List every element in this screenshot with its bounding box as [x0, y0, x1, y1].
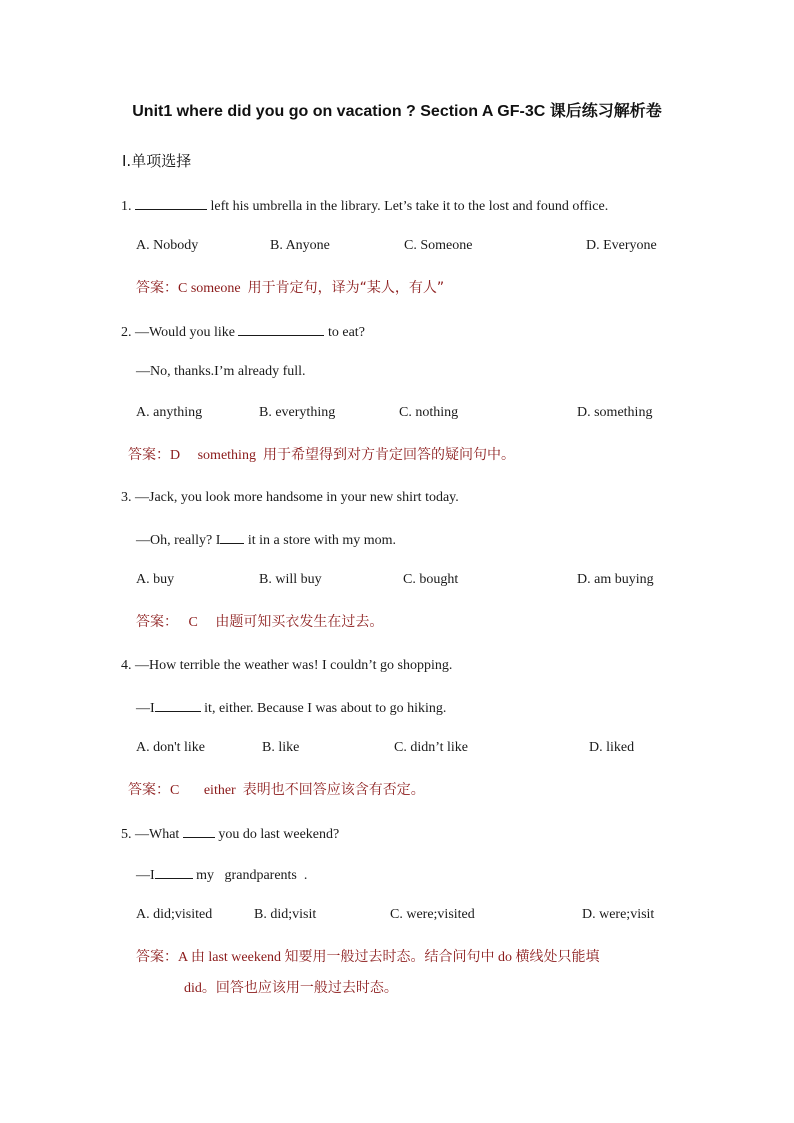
answer-blank: [238, 321, 324, 336]
question-1-stem: 1. left his umbrella in the library. Let’s take it to the lost and found office.: [121, 195, 608, 217]
question-3-answer: 答案： C 由题可知买衣发生在过去。: [136, 614, 384, 630]
question-4-option-c: C. didn’t like: [394, 740, 469, 755]
question-4-option-b: B. like: [262, 740, 300, 755]
question-1-option-a: A. Nobody: [136, 238, 199, 253]
question-2-option-d: D. something: [577, 405, 653, 420]
question-1-option-c: C. Someone: [404, 238, 473, 253]
question-3-stem: 3. —Jack, you look more handsome in your new shirt today.: [121, 490, 459, 505]
question-2-option-a: A. anything: [136, 405, 203, 420]
question-3-option-d: D. am buying: [577, 572, 654, 587]
question-2-reply: —No, thanks.I’m already full.: [136, 364, 306, 379]
question-3-option-b: B. will buy: [259, 572, 322, 587]
question-4-option-a: A. don't like: [136, 740, 206, 755]
answer-blank: [155, 697, 201, 712]
question-5-reply: —I my grandparents .: [136, 864, 307, 886]
answer-blank: [135, 195, 207, 210]
question-2-option-c: C. nothing: [399, 405, 459, 420]
question-5-stem: 5. —What you do last weekend?: [121, 823, 339, 845]
question-2-answer: 答案：D something 用于希望得到对方肯定回答的疑问句中。: [128, 447, 515, 463]
question-5-option-a: A. did;visited: [136, 907, 213, 922]
page-title: Unit1 where did you go on vacation ? Section A GF-3C 课后练习解析卷: [132, 103, 662, 120]
question-4-answer: 答案：C either 表明也不回答应该含有否定。: [128, 782, 425, 798]
question-5-option-c: C. were;visited: [390, 907, 475, 922]
question-5-option-d: D. were;visit: [582, 907, 655, 922]
question-5-option-b: B. did;visit: [254, 907, 317, 922]
question-3-option-a: A. buy: [136, 572, 175, 587]
question-5-answer-line-1: 答案：A 由 last weekend 知要用一般过去时态。结合问句中 do 横线处只能填: [136, 949, 600, 965]
question-4-reply: —I it, either. Because I was about to go hiking.: [136, 697, 446, 719]
question-1-answer: 答案：C someone 用于肯定句，译为“某人，有人”: [136, 280, 445, 296]
question-3-option-c: C. bought: [403, 572, 459, 587]
question-1-option-b: B. Anyone: [270, 238, 330, 253]
answer-blank: [155, 864, 193, 879]
question-4-option-d: D. liked: [589, 740, 635, 755]
question-4-stem: 4. —How terrible the weather was! I couldn’t go shopping.: [121, 658, 453, 673]
question-2-option-b: B. everything: [259, 405, 336, 420]
answer-blank: [183, 823, 215, 838]
question-3-reply: —Oh, really? I it in a store with my mom.: [136, 529, 396, 551]
question-5-answer-line-2: did。回答也应该用一般过去时态。: [184, 980, 398, 996]
question-1-option-d: D. Everyone: [586, 238, 657, 253]
question-2-stem: 2. —Would you like to eat?: [121, 321, 365, 343]
answer-blank: [220, 529, 244, 544]
section-heading: Ⅰ.单项选择: [122, 152, 192, 170]
